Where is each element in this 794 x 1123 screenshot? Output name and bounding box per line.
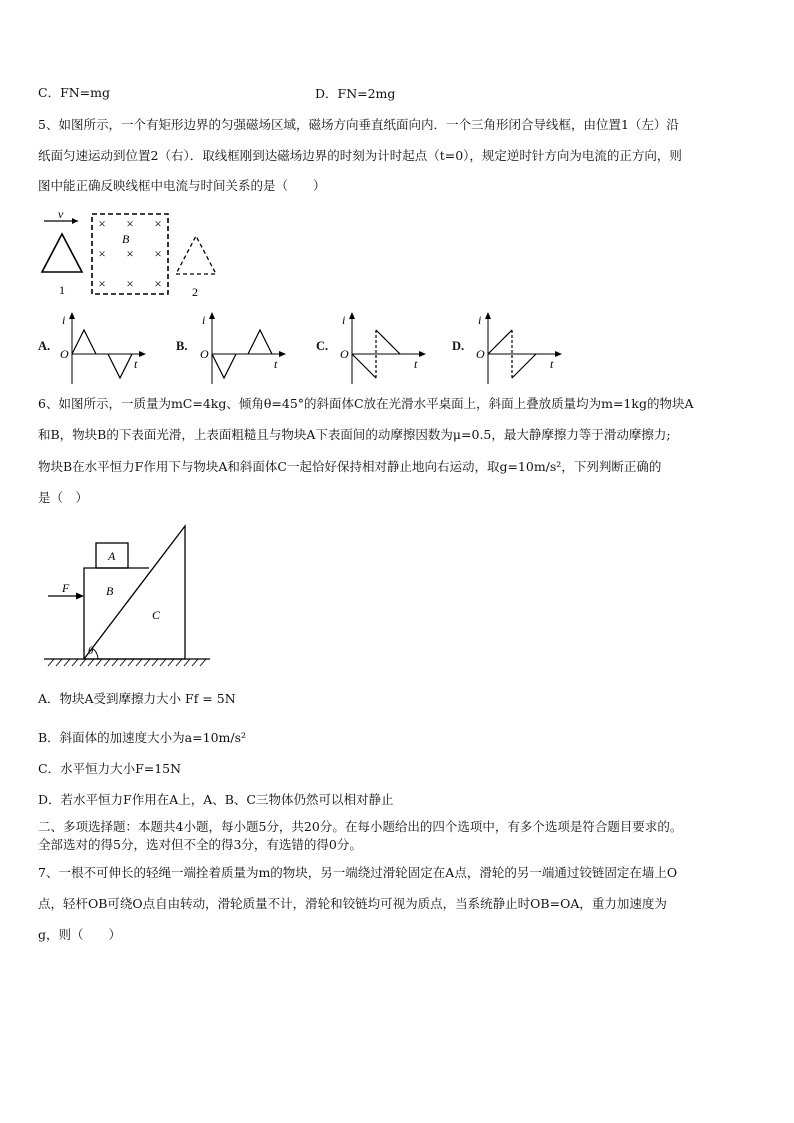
section-2-line-2: 全部选对的得5分，选对但不全的得3分，有选错的得0分。 — [38, 837, 362, 852]
svg-text:O: O — [476, 347, 485, 361]
q5-text-line-2: 纸面匀速运动到位置2（右）．取线框刚到达磁场边界的时刻为计时起点（t=0），规定逆时针方向为电流的正方向，则 — [38, 148, 682, 163]
svg-text:×: × — [98, 246, 106, 261]
q7-text-line-3: g，则（ ） — [38, 927, 122, 942]
svg-text:×: × — [126, 216, 134, 231]
q5-graph-b — [198, 310, 288, 386]
q5-text-line-3: 图中能正确反映线框中电流与时间关系的是（ ） — [38, 178, 326, 193]
q5-option-a-label: A. — [38, 339, 51, 353]
svg-text:i: i — [342, 313, 346, 327]
svg-text:×: × — [154, 246, 162, 261]
triangle-loop-position-1 — [42, 234, 82, 272]
field-b-label: B — [122, 232, 130, 246]
q4-option-c: C．FN=mg — [38, 85, 111, 100]
q4-option-d: D．FN=2mg — [315, 86, 396, 101]
q5-magnetic-field-figure — [36, 204, 226, 300]
svg-text:t: t — [134, 357, 138, 371]
q5-graph-a — [58, 310, 148, 386]
svg-text:×: × — [98, 276, 106, 291]
q6-option-c: C．水平恒力大小F=15N — [38, 761, 182, 776]
ground-hatching — [48, 659, 206, 666]
svg-text:×: × — [98, 216, 106, 231]
q5-option-c-label: C. — [316, 339, 329, 353]
svg-text:O: O — [340, 347, 349, 361]
svg-text:×: × — [154, 216, 162, 231]
svg-text:×: × — [126, 276, 134, 291]
q6-text-line-3: 物块B在水平恒力F作用下与物块A和斜面体C一起恰好保持相对静止地向右运动，取g=10m/s²，下列判断正确的 — [38, 459, 662, 474]
q6-text-line-2: 和B，物块B的下表面光滑，上表面粗糙且与物块A下表面间的动摩擦因数为μ=0.5，最大静摩擦力等于滑动摩擦力; — [38, 427, 671, 442]
q5-text-line-1: 5、如图所示，一个有矩形边界的匀强磁场区域，磁场方向垂直纸面向内．一个三角形闭合导线框，由位置1（左）沿 — [38, 117, 679, 132]
section-2-line-1: 二、多项选择题：本题共4小题，每小题5分，共20分。在每小题给出的四个选项中，有多个选项是符合题目要求的。 — [38, 819, 683, 834]
q6-text-line-1: 6、如图所示，一质量为mC=4kg、倾角θ=45°的斜面体C放在光滑水平桌面上，斜面上叠放质量均为m=1kg的物块A — [38, 396, 694, 411]
svg-text:×: × — [126, 246, 134, 261]
svg-text:×: × — [154, 276, 162, 291]
svg-text:t: t — [274, 357, 278, 371]
q5-graph-c — [338, 310, 428, 386]
q6-option-b: B．斜面体的加速度大小为a=10m/s² — [38, 730, 247, 745]
q6-text-line-4: 是（ ） — [38, 490, 89, 505]
svg-text:t: t — [550, 357, 554, 371]
triangle-loop-position-2 — [176, 236, 216, 274]
q7-text-line-1: 7、一根不可伸长的轻绳一端拴着质量为m的物块，另一端绕过滑轮固定在A点，滑轮的另一端通过铰链固定在墙上O — [38, 865, 678, 880]
svg-text:B: B — [106, 584, 114, 598]
svg-text:A: A — [108, 549, 116, 563]
svg-text:i: i — [202, 313, 206, 327]
q5-graph-d — [474, 310, 564, 386]
svg-text:O: O — [60, 347, 69, 361]
position-2-label: 2 — [192, 285, 198, 299]
svg-text:i: i — [478, 313, 482, 327]
q6-incline-figure — [42, 522, 212, 668]
field-crosses — [98, 216, 161, 291]
q6-option-d: D．若水平恒力F作用在A上，A、B、C三物体仍然可以相对静止 — [38, 792, 394, 807]
q7-text-line-2: 点，轻杆OB可绕O点自由转动，滑轮质量不计，滑轮和铰链均可视为质点，当系统静止时OB=OA，重力加速度为 — [38, 896, 667, 911]
q5-option-b-label: B. — [176, 339, 188, 353]
svg-text:θ: θ — [88, 645, 94, 657]
svg-text:t: t — [414, 357, 418, 371]
q6-option-a: A．物块A受到摩擦力大小 Ff = 5N — [38, 691, 236, 706]
incline-c — [84, 526, 185, 659]
svg-text:i: i — [62, 313, 66, 327]
svg-text:O: O — [200, 347, 209, 361]
q5-option-d-label: D. — [452, 339, 465, 353]
svg-text:C: C — [152, 608, 161, 622]
velocity-label: v — [58, 207, 64, 221]
position-1-label: 1 — [59, 283, 65, 297]
svg-text:F: F — [62, 581, 70, 595]
